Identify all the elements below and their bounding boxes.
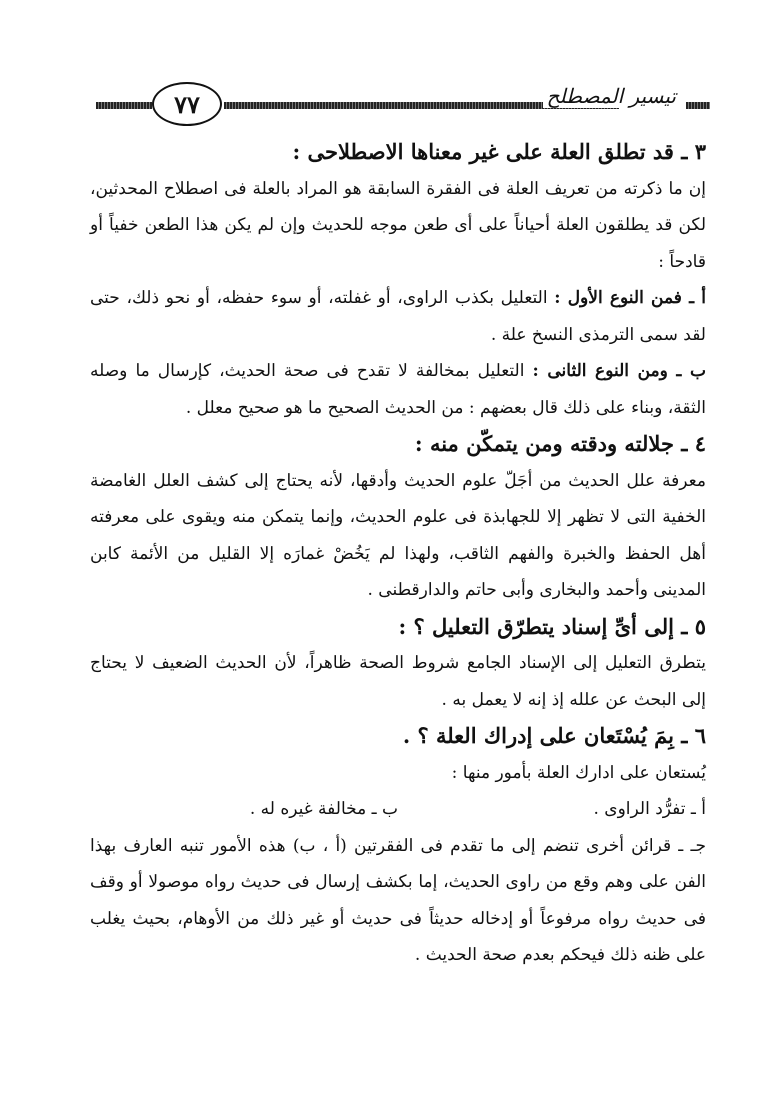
page-body (90, 134, 706, 974)
items-row (90, 791, 706, 828)
paragraph-b (90, 353, 706, 426)
section-heading-5: ٥ ـ إلى أىِّ إسناد يتطرّق التعليل ؟ : (398, 613, 706, 639)
section-heading-3: ٣ ـ قد تطلق العلة على غير معناها الاصطلاحى : (292, 139, 706, 164)
running-title: تيسير المصطلح (543, 84, 680, 108)
page-number: ٧٧ (152, 82, 222, 126)
paragraph-5: جـ ـ قرائن أخرى تنضم إلى ما تقدم فى الفقرتين (أ ، ب) هذه الأمور تنبه العارف بهذا الفن على وهم وقع من راوى الحديث، إما بكشف إرسال فى حديث رواه موصولا أو وقف فى حديث رواه مرفوعاً أو إدخاله حديثاً فى حديث أو غير ذلك من الأوهام، بحيث يغلب على ظنه ذلك فيحكم بعدم صحة الحديث . (90, 835, 706, 965)
text-b: التعليل بمخالفة لا تقدح فى صحة الحديث، كإرسال ما وصله الثقة، وبناء على ذلك قال بعضهم : من الحديث الصحيح ما هو صحيح معلل . (90, 361, 706, 418)
header-rule-right (686, 102, 710, 109)
paragraph-3: يتطرق التعليل إلى الإسناد الجامع شروط الصحة ظاهراً، لأن الحديث الضعيف لا يحتاج إلى البحث عن علله إذ إنه لا يعمل به . (90, 653, 706, 710)
label-a: أ ـ فمن النوع الأول : (554, 288, 707, 308)
paragraph-a (90, 280, 706, 353)
page-header (96, 80, 710, 132)
label-b: ب ـ ومن النوع الثانى : (532, 361, 706, 381)
text-a: التعليل بكذب الراوى، أو غفلته، أو سوء حفظه، أو نحو ذلك، حتى لقد سمى الترمذى النسخ علة . (90, 288, 706, 345)
list-item-a: أ ـ تفرُّد الراوى . (593, 799, 706, 819)
paragraph-2: معرفة علل الحديث من أجَلّ علوم الحديث وأدقها، لأنه يحتاج إلى كشف العلل الغامضة الخفية التى لا تظهر إلا للجهابذة فى علوم الحديث، وإنما يتمكن منه ويقوى على معرفته أهل الحفظ والخبرة والفهم الثاقب، ولهذا لم يَخُضْ غمارَه إلا القليل من الأئمة كابن المدينى وأحمد والبخارى وأبى حاتم والدارقطنى . (90, 470, 706, 600)
section-heading-6: ٦ ـ بِمَ يُسْتَعان على إدراك العلة ؟ . (402, 723, 706, 748)
paragraph-4: يُستعان على ادارك العلة بأمور منها : (451, 762, 706, 783)
section-heading-4: ٤ ـ جلالته ودقته ومن يتمكّن منه : (414, 431, 706, 456)
list-item-b: ب ـ مخالفة غيره له . (249, 799, 398, 819)
paragraph-1: إن ما ذكرته من تعريف العلة فى الفقرة السابقة هو المراد بالعلة فى اصطلاح المحدثين، لكن قد يطلقون العلة أحياناً على أى طعن موجه للحديث وإن لم يكن هذا الطعن خفياً أو قادحاً : (90, 178, 706, 272)
header-rule-left (96, 102, 152, 109)
